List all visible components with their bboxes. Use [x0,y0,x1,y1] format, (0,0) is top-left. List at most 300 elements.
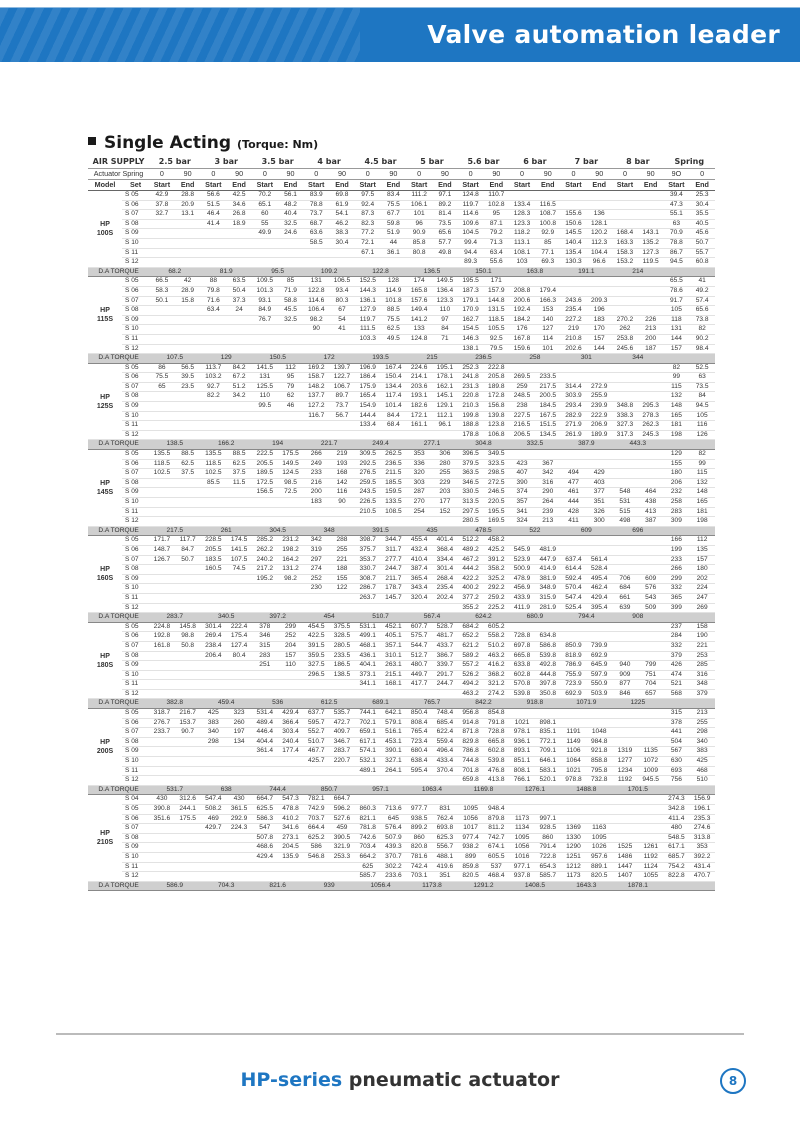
torque-cell [561,795,587,805]
torque-cell [201,402,227,412]
torque-cell [612,306,638,316]
torque-cell: 467.2 [458,555,484,565]
torque-cell: 342 [535,469,561,479]
set-cell: S 05 [122,805,149,815]
torque-cell: 220.5 [483,498,509,508]
torque-cell [252,872,278,882]
torque-cell: 357.1 [381,641,407,651]
torque-cell: 405.1 [381,632,407,642]
torque-cell [175,852,201,862]
torque-cell: 141.5 [226,545,252,555]
torque-cell: 49.8 [432,248,458,258]
torque-cell: 391.2 [483,555,509,565]
angle-header: 0 [252,169,278,180]
torque-cell: 276.5 [355,469,381,479]
torque-cell [175,248,201,258]
torque-cell: 127.3 [638,248,664,258]
torque-cell: 213 [638,325,664,335]
da-torque-label: D.A TORQUE [88,354,149,364]
torque-cell: 34.6 [226,200,252,210]
torque-cell [149,229,175,239]
torque-cell: 42.9 [149,191,175,201]
angle-header: 90 [226,169,252,180]
torque-cell: 86 [149,363,175,373]
torque-cell: 498 [612,517,638,527]
torque-cell: 791.4 [535,843,561,853]
torque-cell: 97.5 [355,191,381,201]
torque-cell: 135.2 [638,238,664,248]
torque-cell: 419.6 [432,862,458,872]
torque-cell: 56.1 [278,191,304,201]
torque-cell: 639 [612,603,638,613]
torque-cell: 155 [664,459,690,469]
start-end-header: End [175,180,201,191]
torque-cell: 154.5 [458,325,484,335]
torque-cell: 1016 [509,852,535,862]
torque-cell: 195.1 [432,363,458,373]
torque-cell: 543 [638,593,664,603]
torque-cell: 704 [638,680,664,690]
torque-cell: 630 [664,757,690,767]
pressure-header: 6 bar [509,157,560,169]
torque-cell: 523.9 [509,555,535,565]
table-row [88,814,715,824]
torque-cell: 213 [535,517,561,527]
torque-cell: 496.4 [432,747,458,757]
torque-cell: 586 [303,843,329,853]
torque-cell [509,709,535,719]
torque-cell [561,277,587,287]
torque-cell: 503.9 [586,689,612,699]
torque-cell [612,536,638,546]
torque-cell: 95 [278,373,304,383]
torque-cell: 215.1 [381,670,407,680]
torque-cell: 148.7 [149,545,175,555]
torque-cell: 879.8 [483,814,509,824]
torque-cell: 459 [329,824,355,834]
torque-cell: 231.3 [458,382,484,392]
torque-cell: 91.7 [664,296,690,306]
torque-cell [329,507,355,517]
torque-cell: 73.5 [432,219,458,229]
torque-cell: 365 [664,593,690,603]
torque-cell: 127 [535,325,561,335]
torque-cell: 134.4 [381,382,407,392]
torque-cell: 93.4 [329,286,355,296]
torque-cell: 217.2 [252,565,278,575]
torque-cell [303,603,329,613]
torque-cell: 176 [509,325,535,335]
torque-cell: 168 [329,469,355,479]
torque-cell: 370.7 [381,852,407,862]
torque-cell: 126.7 [149,555,175,565]
torque-cell [149,670,175,680]
torque-cell: 622.4 [432,728,458,738]
da-torque-cell: 391.5 [355,526,406,536]
torque-cell [329,689,355,699]
torque-cell [483,795,509,805]
torque-cell: 167.5 [535,411,561,421]
footer-series-name: HP-series [240,1069,343,1091]
torque-cell [303,593,329,603]
torque-cell: 703.4 [355,843,381,853]
torque-cell: 744.1 [355,709,381,719]
torque-cell: 665.8 [483,737,509,747]
da-torque-label: D.A TORQUE [88,699,149,709]
torque-cell [612,641,638,651]
set-cell: S 10 [122,325,149,335]
torque-cell [612,459,638,469]
da-torque-spring-empty [664,785,715,795]
torque-cell [535,805,561,815]
torque-cell: 348.8 [612,402,638,412]
torque-cell [252,248,278,258]
torque-cell: 283.7 [329,747,355,757]
torque-cell: 24 [226,306,252,316]
torque-cell: 414.9 [535,565,561,575]
da-torque-cell: 122.8 [355,267,406,277]
torque-cell: 274.6 [689,824,715,834]
torque-cell: 200.5 [535,392,561,402]
da-torque-cell: 191.1 [561,267,612,277]
table-row [88,862,715,872]
table-row [88,421,715,431]
torque-cell: 367 [535,459,561,469]
torque-cell: 328.5 [329,632,355,642]
torque-cell: 109.6 [458,219,484,229]
torque-cell [612,469,638,479]
start-end-header: Start [664,180,690,191]
torque-cell [638,728,664,738]
torque-cell [432,517,458,527]
torque-cell: 410.2 [278,814,304,824]
torque-cell: 692.9 [586,651,612,661]
torque-cell [355,517,381,527]
torque-cell: 82.3 [355,219,381,229]
angle-header: 90 [586,169,612,180]
pressure-header: Spring [664,157,715,169]
torque-cell: 129.1 [432,402,458,412]
torque-cell: 488.1 [432,852,458,862]
torque-cell: 122.8 [303,286,329,296]
pressure-header: 5.6 bar [458,157,509,169]
torque-cell: 945.5 [638,776,664,786]
torque-cell: 253 [689,651,715,661]
torque-cell: 13.1 [175,210,201,220]
torque-cell [149,421,175,431]
da-torque-cell: 1063.4 [406,785,457,795]
torque-cell [149,344,175,354]
torque-cell: 464 [638,488,664,498]
torque-cell: 452.1 [381,622,407,632]
torque-cell: 98.2 [303,315,329,325]
torque-cell: 313.8 [689,833,715,843]
torque-cell: 79.8 [201,286,227,296]
torque-cell [355,258,381,268]
table-row [88,680,715,690]
torque-cell [638,795,664,805]
square-bullet-icon [88,137,96,145]
torque-cell: 54.1 [329,210,355,220]
model-name: HP 100S [88,191,122,268]
torque-cell: 470.7 [689,872,715,882]
torque-cell: 196 [586,306,612,316]
torque-cell: 500.9 [509,565,535,575]
torque-cell [329,334,355,344]
torque-cell [175,229,201,239]
torque-cell: 235.4 [432,584,458,594]
torque-cell [252,766,278,776]
pressure-header: 7 bar [561,157,612,169]
torque-cell [201,498,227,508]
torque-cell: 277.7 [381,555,407,565]
torque-cell: 56.5 [175,363,201,373]
torque-cell: 88.5 [175,450,201,460]
torque-cell [509,277,535,287]
table-row [88,382,715,392]
da-torque-cell: 918.8 [509,699,560,709]
torque-cell [586,709,612,719]
torque-cell [201,325,227,335]
torque-cell [175,306,201,316]
torque-cell: 172.5 [252,478,278,488]
torque-cell: 1048 [586,728,612,738]
torque-cell: 1191 [561,728,587,738]
torque-cell: 100.8 [535,219,561,229]
torque-cell: 106.5 [329,277,355,287]
da-torque-cell: 850.7 [303,785,354,795]
torque-cell: 111.2 [406,191,432,201]
torque-cell [612,795,638,805]
torque-cell: 225.2 [483,603,509,613]
torque-cell: 84.9 [252,306,278,316]
torque-cell: 463.2 [458,689,484,699]
torque-cell: 157.9 [483,286,509,296]
torque-cell: 301.4 [432,565,458,575]
torque-cell: 547.4 [561,593,587,603]
table-row [88,574,715,584]
torque-cell: 186.4 [355,373,381,383]
torque-cell: 248.5 [509,392,535,402]
da-torque-cell: 214 [612,267,663,277]
table-row [88,469,715,479]
torque-cell: 574.1 [355,747,381,757]
torque-cell: 55.7 [689,248,715,258]
torque-cell: 190 [689,632,715,642]
torque-cell [612,651,638,661]
torque-cell: 430 [149,795,175,805]
da-torque-cell: 1276.1 [509,785,560,795]
table-row [88,872,715,882]
torque-cell: 219 [329,450,355,460]
torque-cell: 115 [689,469,715,479]
torque-cell [278,680,304,690]
torque-cell: 914.8 [458,718,484,728]
torque-cell: 70.9 [664,229,690,239]
table-row [88,478,715,488]
torque-cell: 956.8 [458,709,484,719]
torque-cell: 80.4 [226,651,252,661]
torque-cell [149,248,175,258]
torque-cell: 172.8 [483,392,509,402]
torque-cell: 342 [303,536,329,546]
torque-cell [278,238,304,248]
torque-cell: 174.5 [226,536,252,546]
torque-cell: 454.5 [303,622,329,632]
da-torque-cell: 249.4 [355,440,406,450]
torque-cell: 605.5 [483,852,509,862]
da-torque-cell: 340.5 [201,613,252,623]
torque-cell: 108.7 [535,210,561,220]
torque-cell: 510.2 [483,641,509,651]
torque-cell [175,344,201,354]
torque-cell [329,872,355,882]
torque-cell: 122.7 [329,373,355,383]
torque-cell: 140.4 [561,238,587,248]
torque-cell: 478.8 [278,805,304,815]
torque-cell: 254 [406,507,432,517]
da-torque-cell: 81.9 [201,267,252,277]
torque-cell: 938.2 [458,843,484,853]
torque-cell: 59.8 [381,219,407,229]
torque-cell [509,450,535,460]
torque-cell: 811.2 [483,824,509,834]
torque-cell: 119.5 [638,258,664,268]
torque-cell: 51.5 [201,200,227,210]
torque-cell: 269.5 [509,373,535,383]
torque-cell: 552.7 [303,728,329,738]
set-cell: S 06 [122,718,149,728]
da-torque-cell: 283.7 [149,613,200,623]
torque-cell [638,469,664,479]
torque-cell: 664.4 [303,824,329,834]
torque-cell: 765.4 [406,728,432,738]
torque-cell [175,565,201,575]
torque-cell: 576 [638,584,664,594]
torque-cell [278,872,304,882]
torque-cell: 909 [612,670,638,680]
da-torque-spring-empty [664,613,715,623]
set-cell: S 09 [122,747,149,757]
torque-cell: 659.8 [458,776,484,786]
torque-cell: 133.5 [381,498,407,508]
torque-cell: 397.8 [535,680,561,690]
table-row [88,584,715,594]
angle-header: 90 [175,169,201,180]
table-row [88,718,715,728]
start-end-header: Start [458,180,484,191]
torque-cell: 123.8 [483,421,509,431]
torque-cell: 180 [689,565,715,575]
torque-cell [149,507,175,517]
torque-cell [252,670,278,680]
torque-cell: 395.4 [586,603,612,613]
torque-cell: 82 [689,450,715,460]
torque-cell: 291.7 [432,670,458,680]
torque-cell [149,258,175,268]
da-torque-cell: 166.2 [201,440,252,450]
torque-cell: 426 [664,661,690,671]
torque-cell: 244.1 [175,805,201,815]
da-torque-label: D.A TORQUE [88,440,149,450]
angle-header: 9O [664,169,690,180]
torque-cell: 535.7 [329,709,355,719]
torque-cell [355,689,381,699]
torque-cell: 199 [664,545,690,555]
torque-cell [638,651,664,661]
torque-cell: 157 [664,344,690,354]
torque-cell: 480.7 [406,661,432,671]
torque-cell: 948.4 [483,805,509,815]
table-row [88,805,715,815]
table-row [88,498,715,508]
header-row-air-supply [88,157,715,169]
torque-cell: 152.5 [355,277,381,287]
torque-cell: 161.8 [149,641,175,651]
torque-cell: 216 [303,478,329,488]
torque-cell: 311.7 [381,545,407,555]
torque-cell: 133.4 [355,421,381,431]
torque-cell: 317.3 [612,430,638,440]
torque-cell: 403 [586,478,612,488]
section-title [88,133,318,153]
torque-cell: 129 [664,450,690,460]
torque-cell: 156.5 [252,488,278,498]
torque-cell [252,421,278,431]
torque-cell [149,757,175,767]
torque-cell: 230 [303,584,329,594]
torque-cell: 283 [252,651,278,661]
table-row [88,565,715,575]
set-label: Set [122,180,149,191]
torque-cell: 80.8 [406,248,432,258]
torque-cell: 576.4 [381,824,407,834]
torque-cell: 546.8 [303,852,329,862]
torque-cell: 342.8 [664,805,690,815]
torque-cell: 233.5 [535,373,561,383]
torque-cell [638,459,664,469]
torque-cell: 253.8 [612,334,638,344]
torque-cell: 325.2 [483,574,509,584]
torque-cell [381,517,407,527]
torque-cell [226,507,252,517]
torque-cell: 126 [689,430,715,440]
torque-cell [303,421,329,431]
set-cell: S 08 [122,833,149,843]
torque-cell: 1290 [561,843,587,853]
torque-cell: 144.4 [355,411,381,421]
torque-cell: 133 [406,325,432,335]
da-torque-cell: 348 [303,526,354,536]
torque-cell: 327.5 [303,661,329,671]
torque-cell: 379 [664,651,690,661]
torque-cell: 40.4 [278,210,304,220]
torque-cell: 175.4 [226,632,252,642]
torque-cell [201,315,227,325]
da-torque-cell: 567.4 [406,613,457,623]
torque-cell: 112 [278,363,304,373]
torque-cell: 280 [432,459,458,469]
set-cell: S 07 [122,728,149,738]
torque-cell: 82 [664,363,690,373]
da-torque-label: D.A TORQUE [88,785,149,795]
set-cell: S 06 [122,200,149,210]
torque-cell: 149.4 [406,306,432,316]
torque-cell [612,718,638,728]
torque-cell [355,795,381,805]
torque-cell: 149.5 [278,459,304,469]
torque-cell: 315 [252,641,278,651]
